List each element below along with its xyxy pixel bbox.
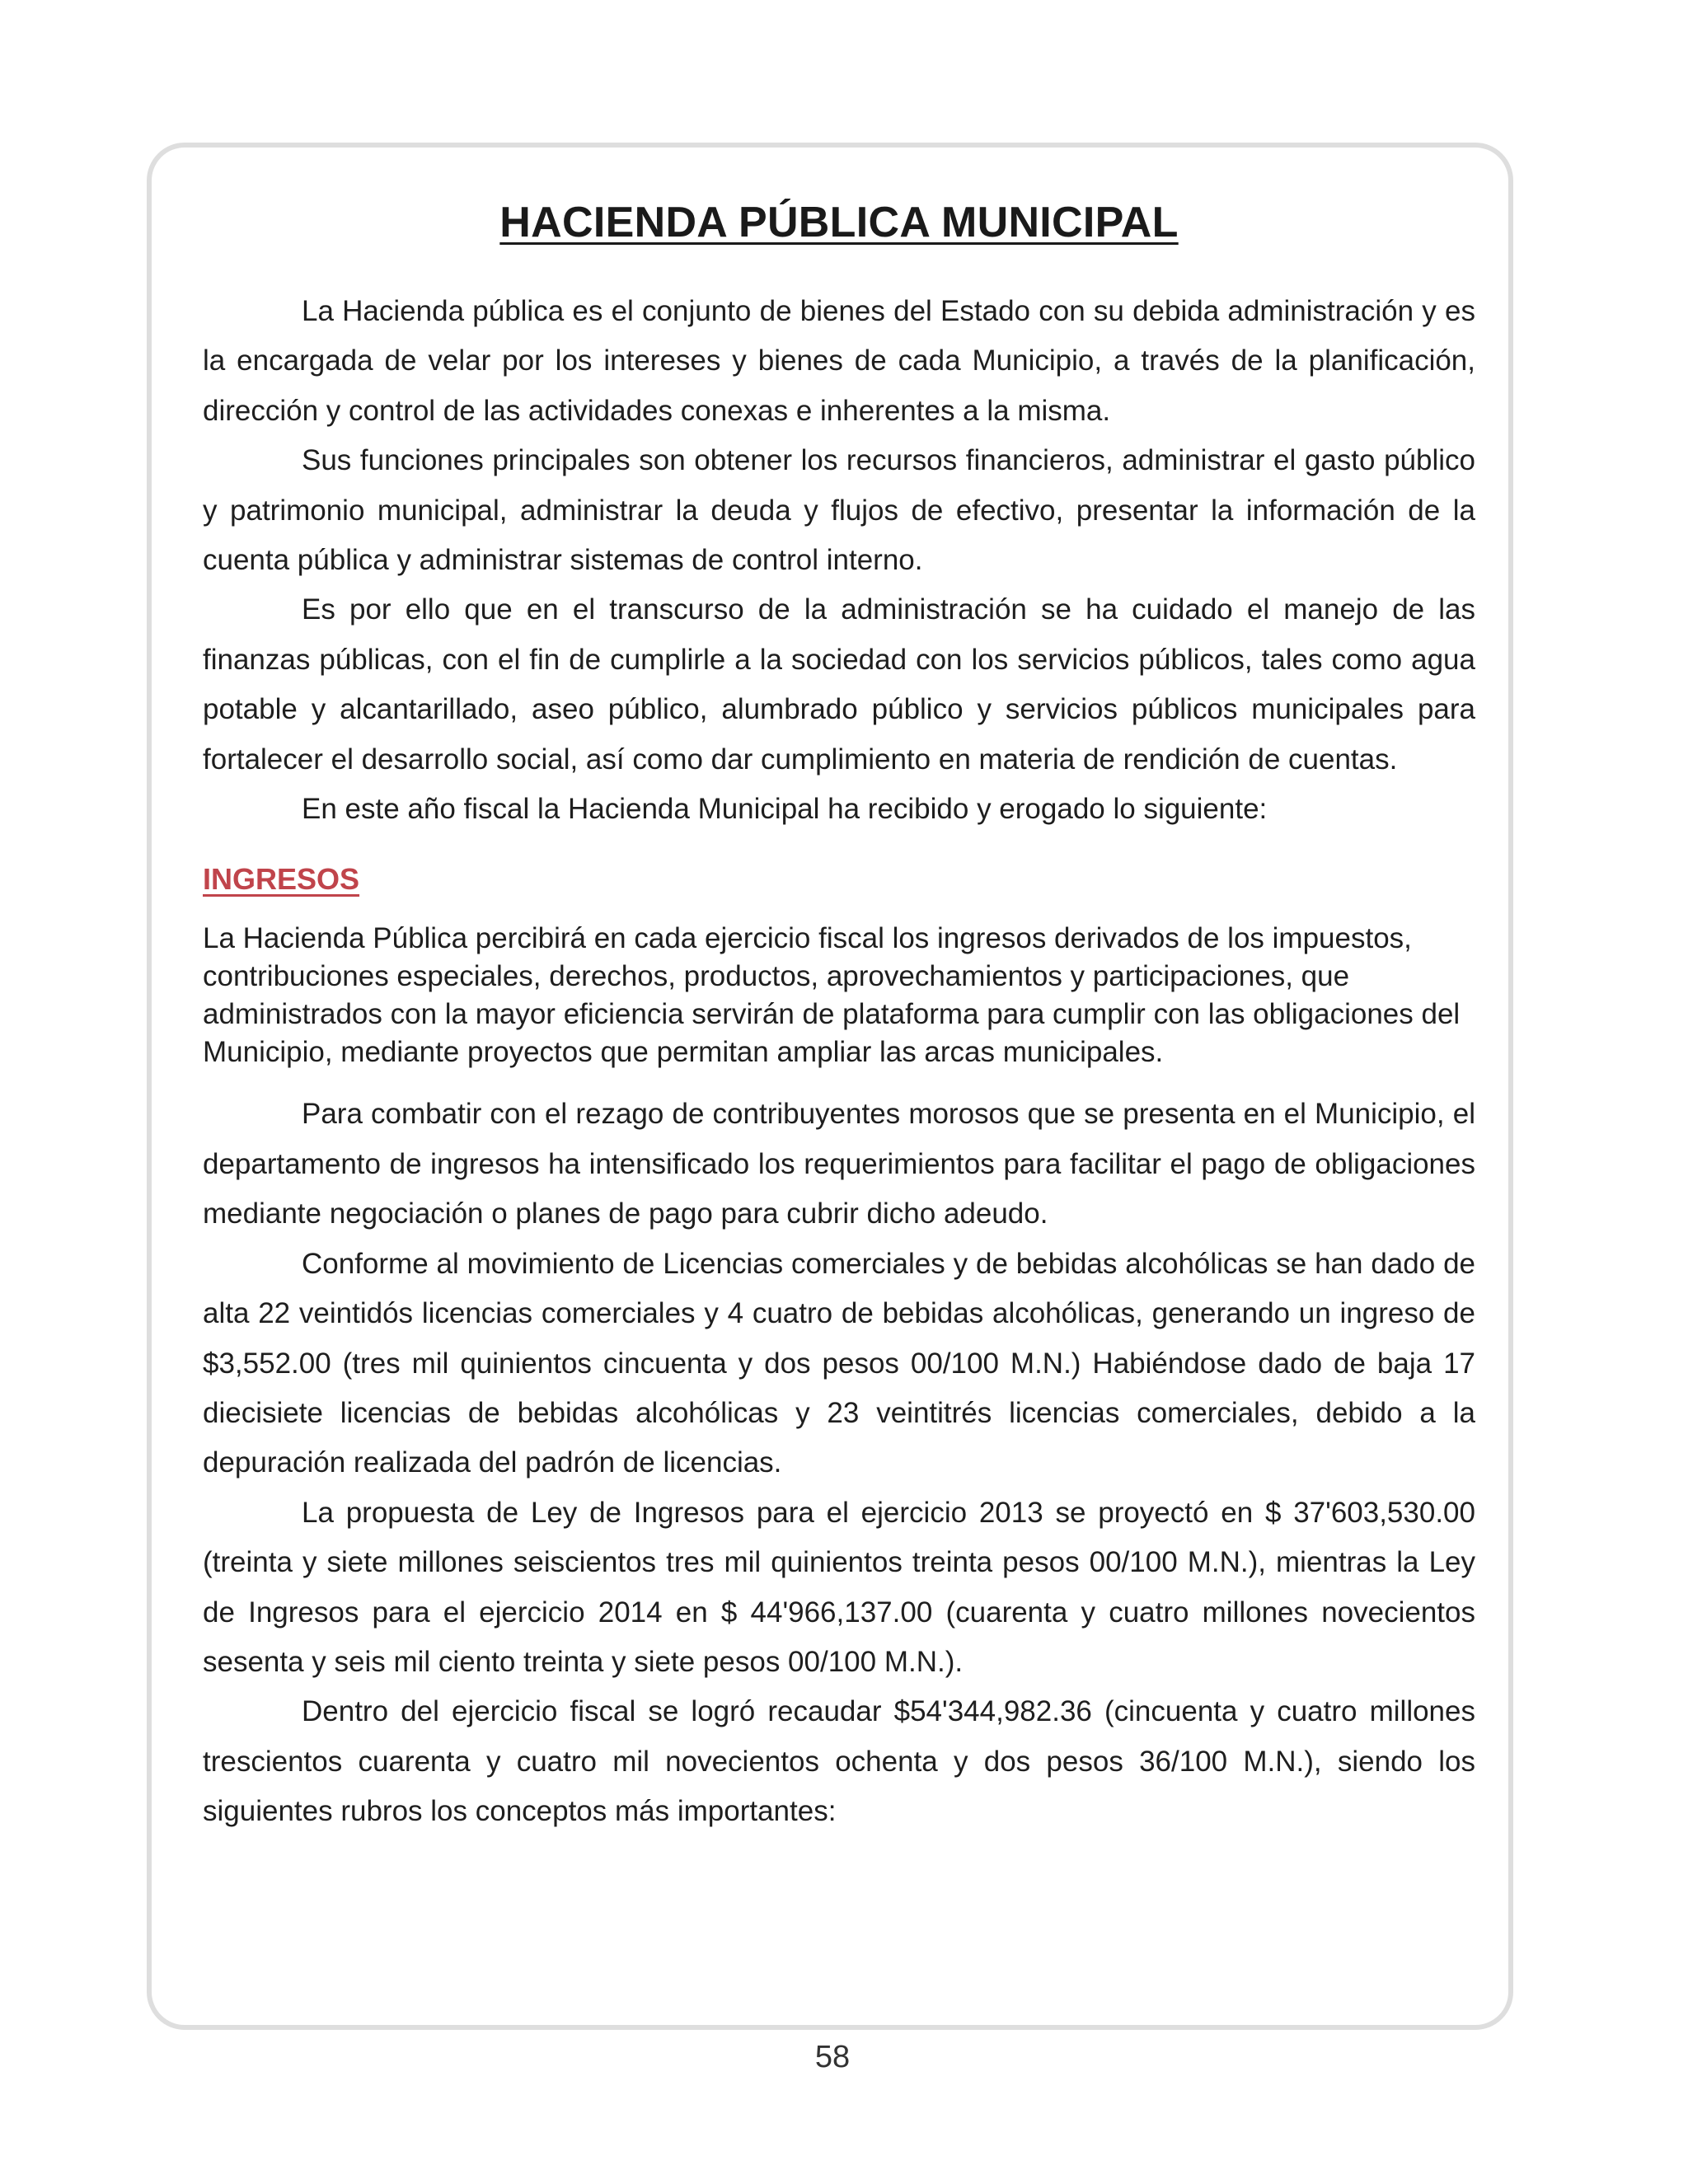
intro-paragraph-1: La Hacienda pública es el conjunto de bienes del Estado con su debida administración y es la encargada de velar por los intereses y bienes de cada Municipio, a través de la planificación, dirección y control de las actividades conexas e inherentes a la misma. (203, 295, 1475, 427)
section-heading-ingresos: INGRESOS (203, 862, 360, 897)
ingresos-paragraph-3: La propuesta de Ley de Ingresos para el ejercicio 2013 se proyectó en $ 37'603,530.00 (treinta y siete millones seiscientos tres mil quinientos treinta pesos 00/100 M.N.), mientras la Ley de Ingresos para el ejercicio 2014 en $ 44'966,137.00 (cuarenta y cuatro millones novecientos sesenta y seis mil ciento treinta y siete pesos 00/100 M.N.). (203, 1496, 1475, 1678)
page-number: 58 (814, 2040, 851, 2074)
ingresos-paragraph-2: Conforme al movimiento de Licencias comerciales y de bebidas alcohólicas se han dado de alta 22 veintidós licencias comerciales y 4 cuatro de bebidas alcohólicas, generando un ingreso de $3,552.00 (tres mil quinientos cincuenta y dos pesos 00/100 M.N.) Habiéndose dado de baja 17 diecisiete licencias de bebidas alcohólicas y 23 veintitrés licencias comerciales, debido a la depuración realizada del padrón de licencias. (203, 1247, 1475, 1479)
ingresos-paragraph-4: Dentro del ejercicio fiscal se logró recaudar $54'344,982.36 (cincuenta y cuatro millones trescientos cuarenta y cuatro mil novecientos ochenta y dos pesos 36/100 M.N.), siendo los siguientes rubros los conceptos más importantes: (203, 1695, 1475, 1828)
ingresos-paragraph-1: Para combatir con el rezago de contribuyentes morosos que se presenta en el Municipio, el departamento de ingresos ha intensificado los requerimientos para facilitar el pago de obligaciones mediante negociación o planes de pago para cubrir dicho adeudo. (203, 1098, 1475, 1230)
intro-paragraph-4: En este año fiscal la Hacienda Municipal ha recibido y erogado lo siguiente: (302, 793, 1268, 826)
intro-paragraph-2: Sus funciones principales son obtener los recursos financieros, administrar el gasto público y patrimonio municipal, administrar la deuda y flujos de efectivo, presentar la información de la cuenta pública y administrar sistemas de control interno. (203, 444, 1475, 577)
intro-paragraph-3: Es por ello que en el transcurso de la administración se ha cuidado el manejo de las finanzas públicas, con el fin de cumplirle a la sociedad con los servicios públicos, tales como agua potable y alcantarillado, aseo público, alumbrado público y servicios públicos municipales para fortalecer el desarrollo social, así como dar cumplimiento en materia de rendición de cuentas. (203, 593, 1475, 776)
ingresos-intro-paragraph: La Hacienda Pública percibirá en cada ejercicio fiscal los ingresos derivados de los impuestos, contribuciones especiales, derechos, productos, aprovechamientos y participaciones, que administrados con la mayor eficiencia servirán de plataforma para cumplir con las obligaciones del Municipio, mediante proyectos que permitan ampliar las arcas municipales. (203, 922, 1461, 1069)
page-content (203, 188, 1475, 1837)
page-title: HACIENDA PÚBLICA MUNICIPAL (499, 199, 1179, 246)
